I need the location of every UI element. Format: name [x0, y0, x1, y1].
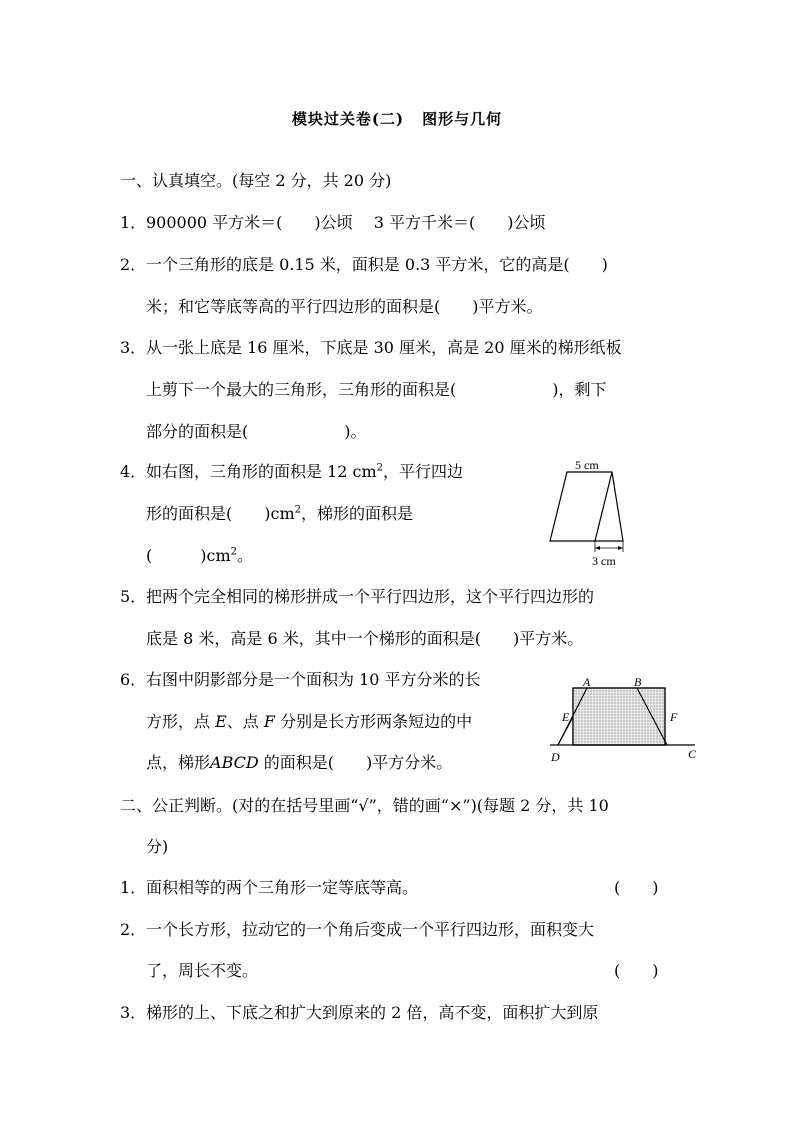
answer-paren: ( ) [614, 878, 659, 897]
label-d: D [551, 750, 560, 764]
shaded-rectangle [573, 688, 665, 745]
label-b: B [634, 675, 642, 689]
answer-paren: ( ) [614, 961, 659, 980]
section1-heading: 一、认真填空。(每空 2 分，共 20 分) [120, 171, 392, 190]
superscript: 2 [376, 462, 384, 474]
question-text: 点，梯形 [146, 753, 211, 772]
bottom-segment-label: 3 cm [592, 554, 616, 568]
question-number: 5． [120, 587, 147, 606]
question-text: 梯形的上、下底之和扩大到原来的 2 倍，高不变，面积扩大到原 [146, 1003, 599, 1022]
s1-q6-line1 [120, 670, 481, 690]
question-text: ，梯形的面积是 [301, 504, 414, 523]
title-main: 模块过关卷(二) [291, 110, 405, 128]
point-f-label: F [263, 712, 275, 731]
question-text: ，平行四边 [383, 462, 464, 481]
point-e-label: E [215, 712, 227, 731]
question-text: 900000 平方米＝( )公顷 3 平方千米＝( )公顷 [146, 213, 546, 232]
question-number: 3． [120, 338, 147, 357]
s1-q3-line2: 上剪下一个最大的三角形，三角形的面积是( )，剩下 [146, 380, 607, 399]
question-number: 2． [120, 920, 147, 939]
s1-q2-line2: 米；和它等底等高的平行四边形的面积是( )平方米。 [146, 297, 543, 316]
s1-q5-line2: 底是 8 米，高是 6 米，其中一个梯形的面积是( )平方米。 [146, 629, 584, 648]
s1-q1 [120, 213, 546, 233]
question-text: 把两个完全相同的梯形拼成一个平行四边形，这个平行四边形的 [146, 587, 595, 606]
question-number: 3． [120, 1003, 147, 1022]
question-text: 一个长方形，拉动它的一个角后变成一个平行四边形，面积变大 [146, 920, 595, 939]
superscript: 2 [294, 504, 301, 516]
question-text: 右图中阴影部分是一个面积为 10 平方分米的长 [146, 670, 481, 689]
s2-q3-line1 [120, 1003, 598, 1023]
question-text: 、点 [226, 712, 264, 731]
s1-q2-line1 [120, 255, 608, 275]
question-text: 形的面积是( )cm [146, 504, 295, 523]
arrowhead-right [618, 546, 623, 550]
top-base-label: 5 cm [575, 458, 599, 472]
question-text: ( )cm [146, 546, 231, 565]
question-number: 4． [120, 462, 147, 481]
label-a: A [583, 675, 591, 689]
question-text: 面积相等的两个三角形一定等底等高。 [146, 878, 419, 897]
section2-heading-line1: 二、公正判断。(对的在括号里画“√”，错的画“×”)(每题 2 分，共 10 [120, 796, 609, 815]
s1-q4-line1 [120, 462, 463, 482]
question-text: 。 [237, 546, 254, 565]
label-e: E [562, 710, 570, 724]
question-number: 2． [120, 255, 147, 274]
label-c: C [688, 747, 697, 761]
question-number: 1． [120, 878, 147, 897]
s2-q1 [120, 878, 418, 898]
trapezoid-outline [550, 472, 623, 541]
page-title [0, 108, 794, 129]
section2-heading-line2: 分) [146, 837, 169, 856]
s1-q4-line2 [146, 504, 413, 524]
s2-q2-line2: 了，周长不变。 [146, 961, 259, 980]
s2-q2-line1 [120, 920, 594, 940]
question-text: 从一张上底是 16 厘米，下底是 30 厘米，高是 20 厘米的梯形纸板 [146, 338, 622, 357]
s1-q4-line3 [146, 546, 253, 566]
s1-q3-line1 [120, 338, 622, 358]
question-text: 一个三角形的底是 0.15 米，面积是 0.3 平方米，它的高是( ) [146, 255, 608, 274]
superscript: 2 [230, 546, 237, 558]
title-sub: 图形与几何 [422, 110, 503, 128]
trapezoid-triangle-figure [545, 455, 635, 570]
question-text: 分别是长方形两条短边的中 [274, 712, 473, 731]
s1-q5-line1 [120, 587, 594, 607]
question-number: 1． [120, 213, 147, 232]
arrowhead-left [595, 546, 600, 550]
s1-q6-line3 [146, 753, 452, 773]
shaded-rectangle-trapezoid-figure [545, 672, 700, 772]
trapezoid-name: ABCD [210, 753, 259, 772]
question-text: 如右图，三角形的面积是 12 cm [146, 462, 377, 481]
question-number: 6． [120, 670, 147, 689]
triangle-side [595, 472, 612, 541]
label-f: F [670, 710, 678, 724]
s1-q3-line3: 部分的面积是( )。 [146, 422, 367, 441]
s1-q6-line2 [146, 712, 472, 732]
question-text: 方形，点 [146, 712, 216, 731]
question-text: 的面积是( )平方分米。 [258, 753, 453, 772]
